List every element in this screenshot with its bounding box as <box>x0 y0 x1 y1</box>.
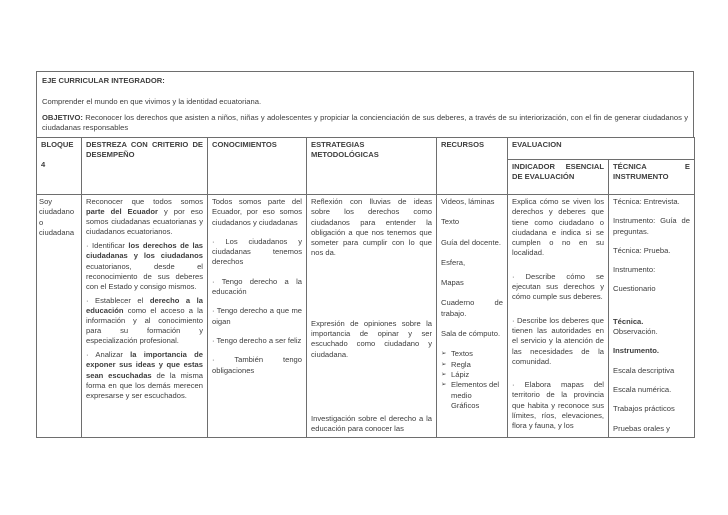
curriculum-document <box>36 71 694 438</box>
conocimientos-paragraph: · Los ciudadanos y ciudadanas tenemos derechos <box>212 236 302 267</box>
tecnica-line: Cuestionario <box>613 284 656 294</box>
cell-recursos <box>437 195 508 438</box>
cell-bloque <box>37 195 82 438</box>
bloque-text: Soy ciudadano o ciudadana <box>39 197 75 237</box>
tecnica-line: Técnica: Entrevista. <box>613 197 680 206</box>
header-destreza: DESTREZA CON CRITERIO DE DESEMPEÑO <box>82 138 208 195</box>
arrow-bullet-icon: ➢ <box>441 381 447 389</box>
estrategias-paragraph-2: Expresión de opiniones sobre la importancia de opinar y ser escuchado como ciudadano y ciudadana. <box>311 318 432 359</box>
header-tecnica-instrumento: TÉCNICA E INSTRUMENTO <box>609 160 695 195</box>
intro-section <box>36 71 694 137</box>
cell-estrategias <box>307 195 437 438</box>
destreza-paragraph-2: · Identificar los derechos de las ciudadanas y los ciudadanos ecuatorianos, desde el reconocimiento de sus deberes con el Estado y consigo mismos. <box>86 241 203 291</box>
recurso-item: Esfera, <box>441 257 466 267</box>
objetivo-text: Reconocer los derechos que asisten a niños, niñas y adolescentes y propiciar la concienciación de sus deberes, a través de su interiorización, con el fin de generar ciudadanos y ciudadanas responsables <box>42 112 688 133</box>
recurso-item: Sala de cómputo. <box>441 329 501 339</box>
recurso-item: Mapas <box>441 278 464 288</box>
recurso-item: Texto <box>441 217 460 227</box>
destreza-paragraph-4: · Analizar la importancia de exponer sus ideas y que estas sean escuchadas de la misma forma en que los demás merecen expresarse y ser escuchados. <box>86 350 203 400</box>
indicador-paragraph: Explica cómo se viven los derechos y deberes que tiene como ciudadano o ciudadana e indica si se cumplen o no en su localidad. <box>512 197 604 258</box>
tecnica-line: Trabajos prácticos <box>613 404 675 414</box>
arrow-bullet-icon: ➢ <box>441 370 447 378</box>
cell-conocimientos <box>208 195 307 438</box>
cell-destreza <box>82 195 208 438</box>
destreza-paragraph-3: · Establecer el derecho a la educación como el acceso a la información y al conocimiento para su formación y especialización profesional. <box>86 295 203 346</box>
recurso-item: Gráficos <box>451 400 480 410</box>
indicador-paragraph: · Elabora mapas del territorio de la provincia que habita y reconoce sus límites, ríos, elevaciones, flora y fauna, y los <box>512 380 604 431</box>
header-bloque <box>37 138 82 195</box>
curriculum-table <box>36 137 695 438</box>
header-recursos: RECURSOS <box>437 138 508 195</box>
tecnica-line: Escala numérica. <box>613 384 672 394</box>
recurso-bullet-item: ➢ Textos <box>441 349 473 359</box>
destreza-paragraph-1: Reconocer que todos somos parte del Ecuador y por eso somos ciudadanas ecuatorianas y ciudadanos ecuatorianos. <box>86 197 203 237</box>
conocimientos-paragraph: · Tengo derecho a que me oigan <box>212 306 302 326</box>
conocimientos-paragraph: · Tengo derecho a la educación <box>212 276 302 297</box>
estrategias-paragraph-1: Reflexión con lluvias de ideas sobre los derechos como ciudadanos para entender la obligación a que nos tenemos que someter para cumplir con lo que nos da. <box>311 197 432 258</box>
tecnica-line: Técnica. Observación. <box>613 316 658 337</box>
tecnica-line: Instrumento. <box>613 346 659 356</box>
header-bloque-number: 4 <box>41 160 46 170</box>
cell-indicador <box>508 195 609 438</box>
header-evaluacion: EVALUACION <box>508 138 695 160</box>
estrategias-paragraph-3: Investigación sobre el derecho a la educación para conocer las <box>311 413 432 434</box>
indicador-paragraph: · Describe cómo se ejecutan sus derechos y cómo cumple sus deberes. <box>512 271 604 302</box>
recurso-bullet-item: ➢ Lápiz <box>441 369 470 379</box>
tecnica-line: Técnica: Prueba. <box>613 245 671 255</box>
header-conocimientos: CONOCIMIENTOS <box>208 138 307 195</box>
tecnica-line: Escala descriptiva <box>613 365 675 375</box>
tecnica-line: Instrumento: <box>613 265 656 275</box>
conocimientos-paragraph: · También tengo obligaciones <box>212 355 302 375</box>
conocimientos-paragraph: Todos somos parte del Ecuador, por eso somos ciudadanos y ciudadanas <box>212 197 302 227</box>
eje-curricular-text: Comprender el mundo en que vivimos y la identidad ecuatoriana. <box>42 97 262 107</box>
eje-curricular-label: EJE CURRICULAR INTEGRADOR: <box>42 76 165 85</box>
tecnica-line: Instrumento: Guía de preguntas. <box>613 216 690 236</box>
conocimientos-paragraph: · Tengo derecho a ser feliz <box>212 335 302 345</box>
header-indicador-esencial: INDICADOR ESENCIAL DE EVALUACIÓN <box>508 160 609 195</box>
objetivo-label: OBJETIVO: <box>42 112 83 122</box>
arrow-bullet-icon: ➢ <box>441 360 447 368</box>
arrow-bullet-icon: ➢ <box>441 350 447 358</box>
cell-tecnica <box>609 195 695 438</box>
recurso-item: Guía del docente. <box>441 237 501 247</box>
recurso-item: Cuaderno de trabajo. <box>441 298 503 318</box>
tecnica-line: Pruebas orales y <box>613 423 670 433</box>
objetivo-paragraph <box>42 113 688 134</box>
recurso-item: Videos, láminas <box>441 197 495 206</box>
header-estrategias: ESTRATEGIAS METODOLÓGICAS <box>307 138 437 195</box>
recurso-bullet-item: ➢ Elementos del medio <box>441 380 500 400</box>
header-bloque-label: BLOQUE <box>41 140 74 149</box>
indicador-paragraph: · Describe los deberes que tienen las autoridades en el servicio y la atención de las necesidades de la comunidad. <box>512 315 604 366</box>
recurso-bullet-item: ➢ Regla <box>441 359 471 369</box>
